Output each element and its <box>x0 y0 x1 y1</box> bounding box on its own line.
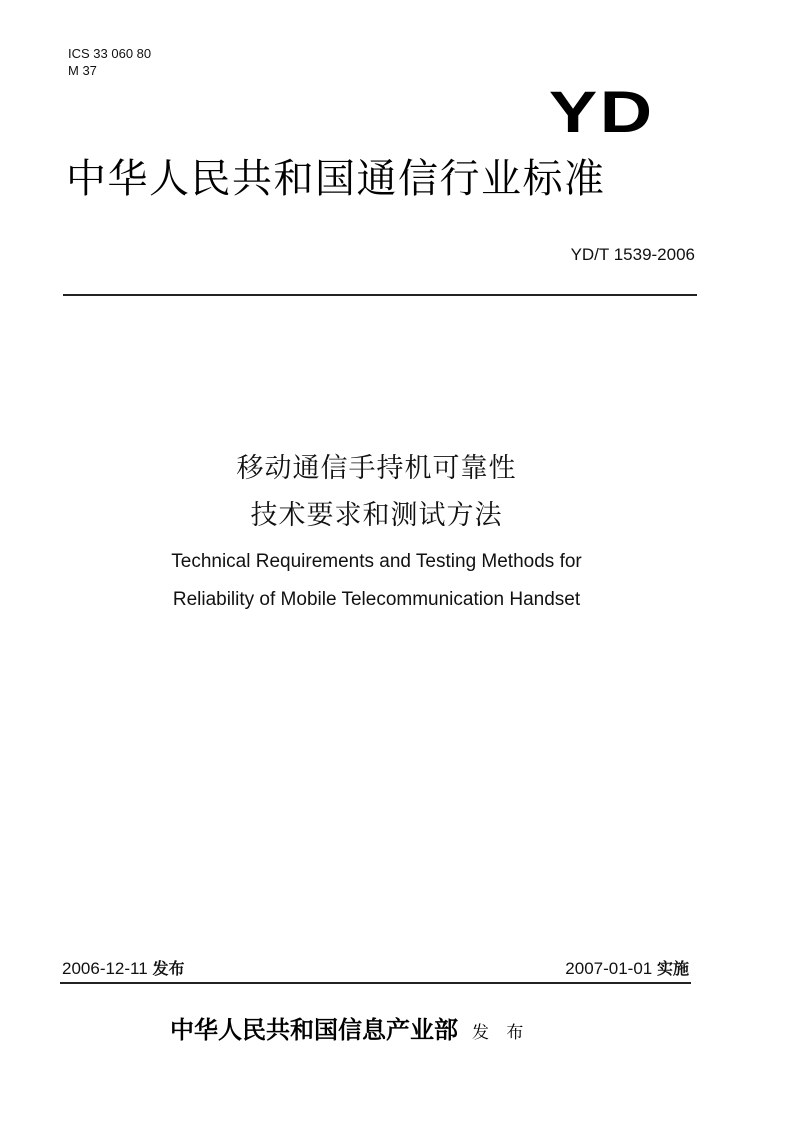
standard-number: YD/T 1539-2006 <box>570 245 695 264</box>
standard-title: 中华人民共和国通信行业标准 <box>66 156 606 202</box>
implementation-date-value: 2007-01-01 <box>565 959 653 978</box>
category-code: M 37 <box>68 63 97 78</box>
yd-logo: YD <box>549 80 655 145</box>
implementation-date-label: 实施 <box>656 959 689 978</box>
implementation-date <box>565 958 689 980</box>
top-divider <box>63 294 697 296</box>
document-title-en-line2: Reliability of Mobile Telecommunication Handset <box>172 589 581 610</box>
issue-date-value: 2006-12-11 <box>62 959 148 978</box>
document-title-en-line1: Technical Requirements and Testing Methods for <box>171 551 582 572</box>
publisher <box>170 1014 529 1049</box>
classification-codes <box>68 45 151 79</box>
bottom-divider <box>60 982 691 984</box>
publisher-name: 中华人民共和国信息产业部 <box>170 1015 458 1044</box>
document-title-cn-line1: 移动通信手持机可靠性 <box>236 453 517 484</box>
issue-date-label: 发布 <box>152 959 185 978</box>
publish-label: 发 布 <box>472 1023 530 1043</box>
ics-code: ICS 33 060 80 <box>68 46 152 61</box>
document-title-cn-line2: 技术要求和测试方法 <box>250 500 503 531</box>
issue-date <box>62 958 184 980</box>
